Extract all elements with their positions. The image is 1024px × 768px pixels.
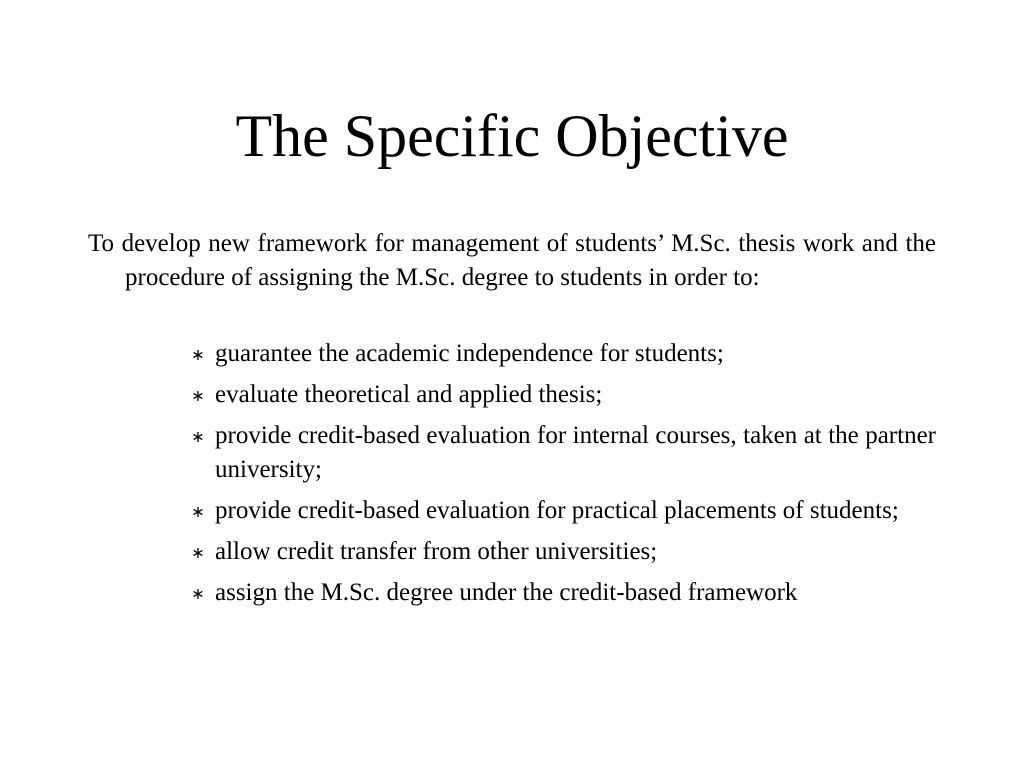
list-item-text: evaluate theoretical and applied thesis; xyxy=(215,381,603,408)
list-item xyxy=(188,576,936,610)
list-item-text: allow credit transfer from other universities; xyxy=(215,538,658,565)
slide-title: The Specific Objective xyxy=(235,103,789,169)
objective-list xyxy=(188,337,936,617)
list-item-text: guarantee the academic independence for students; xyxy=(215,340,724,367)
asterisk-bullet-icon: ∗ xyxy=(191,543,205,562)
asterisk-bullet-icon: ∗ xyxy=(191,502,205,521)
list-item-text: assign the M.Sc. degree under the credit-based framework xyxy=(215,579,798,606)
list-item-text: provide credit-based evaluation for internal courses, taken at the partner university; xyxy=(215,422,936,483)
list-item xyxy=(188,535,936,569)
list-item xyxy=(188,494,936,528)
list-item xyxy=(188,378,936,412)
asterisk-bullet-icon: ∗ xyxy=(191,584,205,603)
list-item-text: provide credit-based evaluation for practical placements of students; xyxy=(215,497,899,524)
intro-paragraph: To develop new framework for management of students’ M.Sc. thesis work and the procedure of assigning the M.Sc. degree to students in order to: xyxy=(88,230,936,291)
asterisk-bullet-icon: ∗ xyxy=(191,427,205,446)
list-item xyxy=(188,337,936,371)
asterisk-bullet-icon: ∗ xyxy=(191,386,205,405)
list-item xyxy=(188,419,936,487)
asterisk-bullet-icon: ∗ xyxy=(191,345,205,364)
